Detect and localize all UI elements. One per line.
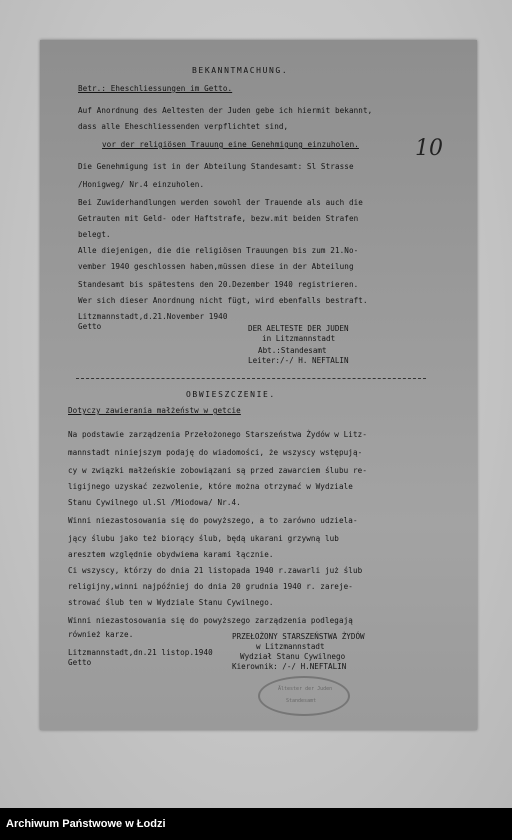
german-subject: Betr.: Eheschliessungen im Getto.: [78, 84, 233, 93]
polish-p1-line: cy w związki małżeńskie zobowiązani są przed zawarciem ślubu re-: [68, 466, 367, 475]
german-p2-line: Bei Zuwiderhandlungen werden sowohl der Trauende als auch die: [78, 198, 363, 207]
german-p2-line: /Honigweg/ Nr.4 einzuholen.: [78, 180, 205, 189]
german-heading: BEKANNTMACHUNG.: [192, 66, 289, 75]
german-place-date: Litzmannstadt,d.21.November 1940: [78, 312, 228, 321]
german-p2-line: Die Genehmigung ist in der Abteilung Standesamt: Sl Strasse: [78, 162, 354, 171]
polish-p1-line: mannstadt niniejszym podaję do wiadomości, że wszyscy wstępują-: [68, 448, 363, 457]
polish-place-date: Litzmannstadt,dn.21 listop.1940: [68, 648, 213, 657]
stamp-text: Standesamt: [286, 698, 317, 704]
polish-p1-line: Stanu Cywilnego ul.Sl /Miodowa/ Nr.4.: [68, 498, 241, 507]
handwritten-folio-number: 10: [415, 136, 443, 161]
polish-p1-line: Winni niezastosowania się do powyższego zarządzenia podlegają: [68, 616, 353, 625]
german-p1-line: vor der religiösen Trauung eine Genehmigung einzuholen.: [102, 140, 359, 149]
german-p2-line: vember 1940 geschlossen haben,müssen diese in der Abteilung: [78, 262, 354, 271]
polish-p1-line: jący ślubu jako też biorący ślub, będą ukarani grzywną lub: [68, 534, 339, 543]
german-signature-line: Abt.:Standesamt: [258, 346, 327, 355]
german-place-sub: Getto: [78, 322, 102, 331]
archive-name: Archiwum Państwowe w Łodzi: [6, 818, 166, 830]
german-p2-line: Getrauten mit Geld- oder Haftstrafe, bezw.mit beiden Strafen: [78, 214, 359, 223]
german-p1-line: dass alle Eheschliessenden verpflichtet sind,: [78, 122, 289, 131]
polish-p1-line: Ci wszyscy, którzy do dnia 21 listopada 1940 r.zawarli już ślub: [68, 566, 363, 575]
polish-place-sub: Getto: [68, 658, 92, 667]
polish-signature-line: Kierownik: /-/ H.NEFTALIN: [232, 662, 347, 671]
german-p2-line: belegt.: [78, 230, 111, 239]
polish-p1-line: również karze.: [68, 630, 134, 639]
polish-heading: OBWIESZCZENIE.: [186, 390, 276, 399]
german-p1-line: Auf Anordnung des Aeltesten der Juden gebe ich hiermit bekannt,: [78, 106, 373, 115]
polish-p1-line: Winni niezastosowania się do powyższego, a to zarówno udziela-: [68, 516, 358, 525]
german-signature-line: DER AELTESTE DER JUDEN: [248, 324, 349, 333]
polish-p1-line: Na podstawie zarządzenia Przełożonego Starszeństwa Żydów w Litz-: [68, 430, 367, 439]
polish-p1-line: aresztem względnie obydwiema karami łącznie.: [68, 550, 274, 559]
german-p2-line: Wer sich dieser Anordnung nicht fügt, wird ebenfalls bestraft.: [78, 296, 368, 305]
german-signature-line: in Litzmannstadt: [262, 334, 336, 343]
office-stamp: [258, 676, 350, 716]
polish-subject: Dotyczy zawierania małżeństw w getcie: [68, 406, 241, 415]
section-divider: [76, 378, 426, 379]
german-signature-line: Leiter:/-/ H. NEFTALIN: [248, 356, 349, 365]
polish-p1-line: religijny,winni najpóźniej do dnia 20 grudnia 1940 r. zareje-: [68, 582, 353, 591]
polish-signature-line: PRZEŁOŻONY STARSZEŃSTWA ŻYDÓW: [232, 632, 365, 641]
polish-signature-line: Wydział Stanu Cywilnego: [240, 652, 346, 661]
polish-p1-line: ligijnego uzyskać zezwolenie, które można otrzymać w Wydziale: [68, 482, 353, 491]
polish-p1-line: strować ślub ten w Wydziale Stanu Cywilnego.: [68, 598, 274, 607]
stamp-text: Ältester der Juden: [278, 686, 333, 692]
polish-signature-line: w Litzmannstadt: [256, 642, 325, 651]
german-p2-line: Alle diejenigen, die die religiösen Trauungen bis zum 21.No-: [78, 246, 359, 255]
archive-footer-bar: [0, 808, 512, 840]
document-sheet: [40, 40, 477, 730]
german-p2-line: Standesamt bis spätestens den 20.Dezember 1940 registrieren.: [78, 280, 359, 289]
